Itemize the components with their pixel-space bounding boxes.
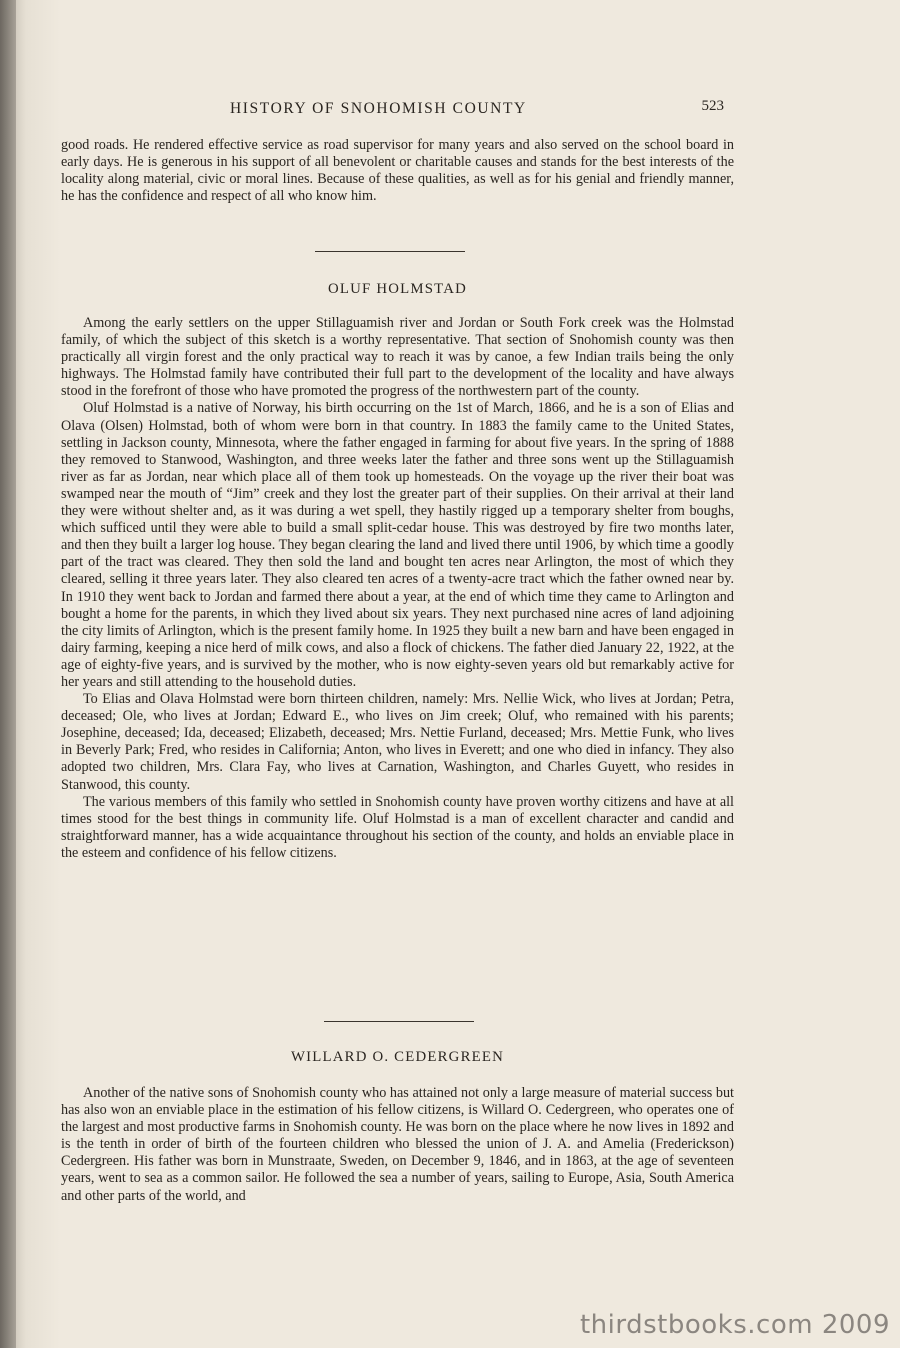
section-heading-holmstad: OLUF HOLMSTAD (328, 281, 467, 297)
section-body-holmstad (61, 315, 734, 862)
section-divider (315, 251, 465, 252)
intro-text-block (61, 137, 734, 205)
paragraph: Among the early settlers on the upper Stillaguamish river and Jordan or South Fork creek was the Holmstad family, of which the subject of this sketch is a worthy representative. That section of Snohomish county was then practically all virgin forest and the only practical way to reach it was by canoe, a few Indian trails being the only highways. The Holmstad family have contributed their full part to the development of the locality and have always stood in the forefront of those who have promoted the progress of the northwestern part of the county. (61, 315, 734, 400)
section-divider (324, 1021, 474, 1022)
paragraph: To Elias and Olava Holmstad were born thirteen children, namely: Mrs. Nellie Wick, who lives at Jordan; Petra, deceased; Ole, who lives at Jordan; Edward E., who lives on Jim creek; Oluf, who remained with his parents; Josephine, deceased; Ida, deceased; Elizabeth, deceased; Mrs. Nettie Furland, deceased; Mrs. Mettie Funk, who lives in Beverly Park; Fred, who resides in California; Anton, who lives in Everett; and one who died in infancy. They also adopted two children, Mrs. Clara Fay, who lives at Carnation, Washington, and Charles Guyett, who resides in Stanwood, this county. (61, 691, 734, 793)
paragraph: Another of the native sons of Snohomish county who has attained not only a large measure of material success but has also won an enviable place in the estimation of his fellow citizens, is Willard O. Cedergreen, who operates one of the largest and most productive farms in Snohomish county. He was born on the place where he now lives in 1892 and is the tenth in order of birth of the fourteen children who blessed the union of J. A. and Amelia (Frederickson) Cedergreen. His father was born in Munstraate, Sweden, on December 9, 1846, and in 1863, at the age of seventeen years, went to sea as a common sailor. He followed the sea a number of years, sailing to Europe, Asia, South America and other parts of the world, and (61, 1085, 734, 1204)
paragraph: The various members of this family who settled in Snohomish county have proven worthy citizens and have at all times stood for the best things in community life. Oluf Holmstad is a man of excellent character and candid and straightforward manner, has a wide acquaintance throughout his section of the county, and holds an enviable place in the esteem and confidence of his fellow citizens. (61, 793, 734, 861)
section-body-cedergreen (61, 1085, 734, 1205)
intro-paragraph: good roads. He rendered effective service as road supervisor for many years and also served on the school board in early days. He is generous in his support of all benevolent or charitable causes and stands for the best interests of the locality along material, civic or moral lines. Because of these qualities, as well as for his genial and friendly manner, he has the confidence and respect of all who know him. (61, 137, 734, 205)
running-title: HISTORY OF SNOHOMISH COUNTY (230, 100, 527, 117)
page-header (230, 100, 730, 124)
section-heading-cedergreen: WILLARD O. CEDERGREEN (290, 1049, 504, 1065)
page-number: 523 (701, 98, 724, 114)
watermark: thirdstbooks.com 2009 (579, 1310, 890, 1340)
book-gutter-shadow (0, 0, 16, 1348)
paragraph: Oluf Holmstad is a native of Norway, his birth occurring on the 1st of March, 1866, and he is a son of Elias and Olava (Olsen) Holmstad, both of whom were born in that country. In 1883 the family came to the United States, settling in Jackson county, Minnesota, where the father engaged in farming for about five years. In the spring of 1888 they removed to Stanwood, Washington, and three weeks later the father and three sons went up the Stillaguamish river as far as Jordan, near which place all of them took up homesteads. On the voyage up the river their boat was swamped near the mouth of “Jim” creek and they lost the greater part of their supplies. On their arrival at their land they were without shelter and, as it was during a wet spell, they hastily rigged up a temporary shelter from boughs, which sufficed until they were able to build a small split-cedar house. This was destroyed by fire two months later, and then they built a larger log house. They began clearing the land and lived there until 1906, by which time a goodly part of the tract was cleared. They then sold the land and bought ten acres near Arlington, the most of which they cleared, selling it three years later. They also cleared ten acres of a twenty-acre tract which the father owned near by. In 1910 they went back to Jordan and farmed there about a year, at the end of which time they came to Arlington and bought a home for the parents, in which they lived about six years. They next purchased nine acres of land adjoining the city limits of Arlington, which is the present family home. In 1925 they built a new barn and have been engaged in dairy farming, keeping a nice herd of milk cows, and also a flock of chickens. The father died January 22, 1922, at the age of eighty-five years, and is survived by the mother, who is now eighty-seven years old but remarkably active for her years and still attending to the household duties. (61, 400, 734, 690)
